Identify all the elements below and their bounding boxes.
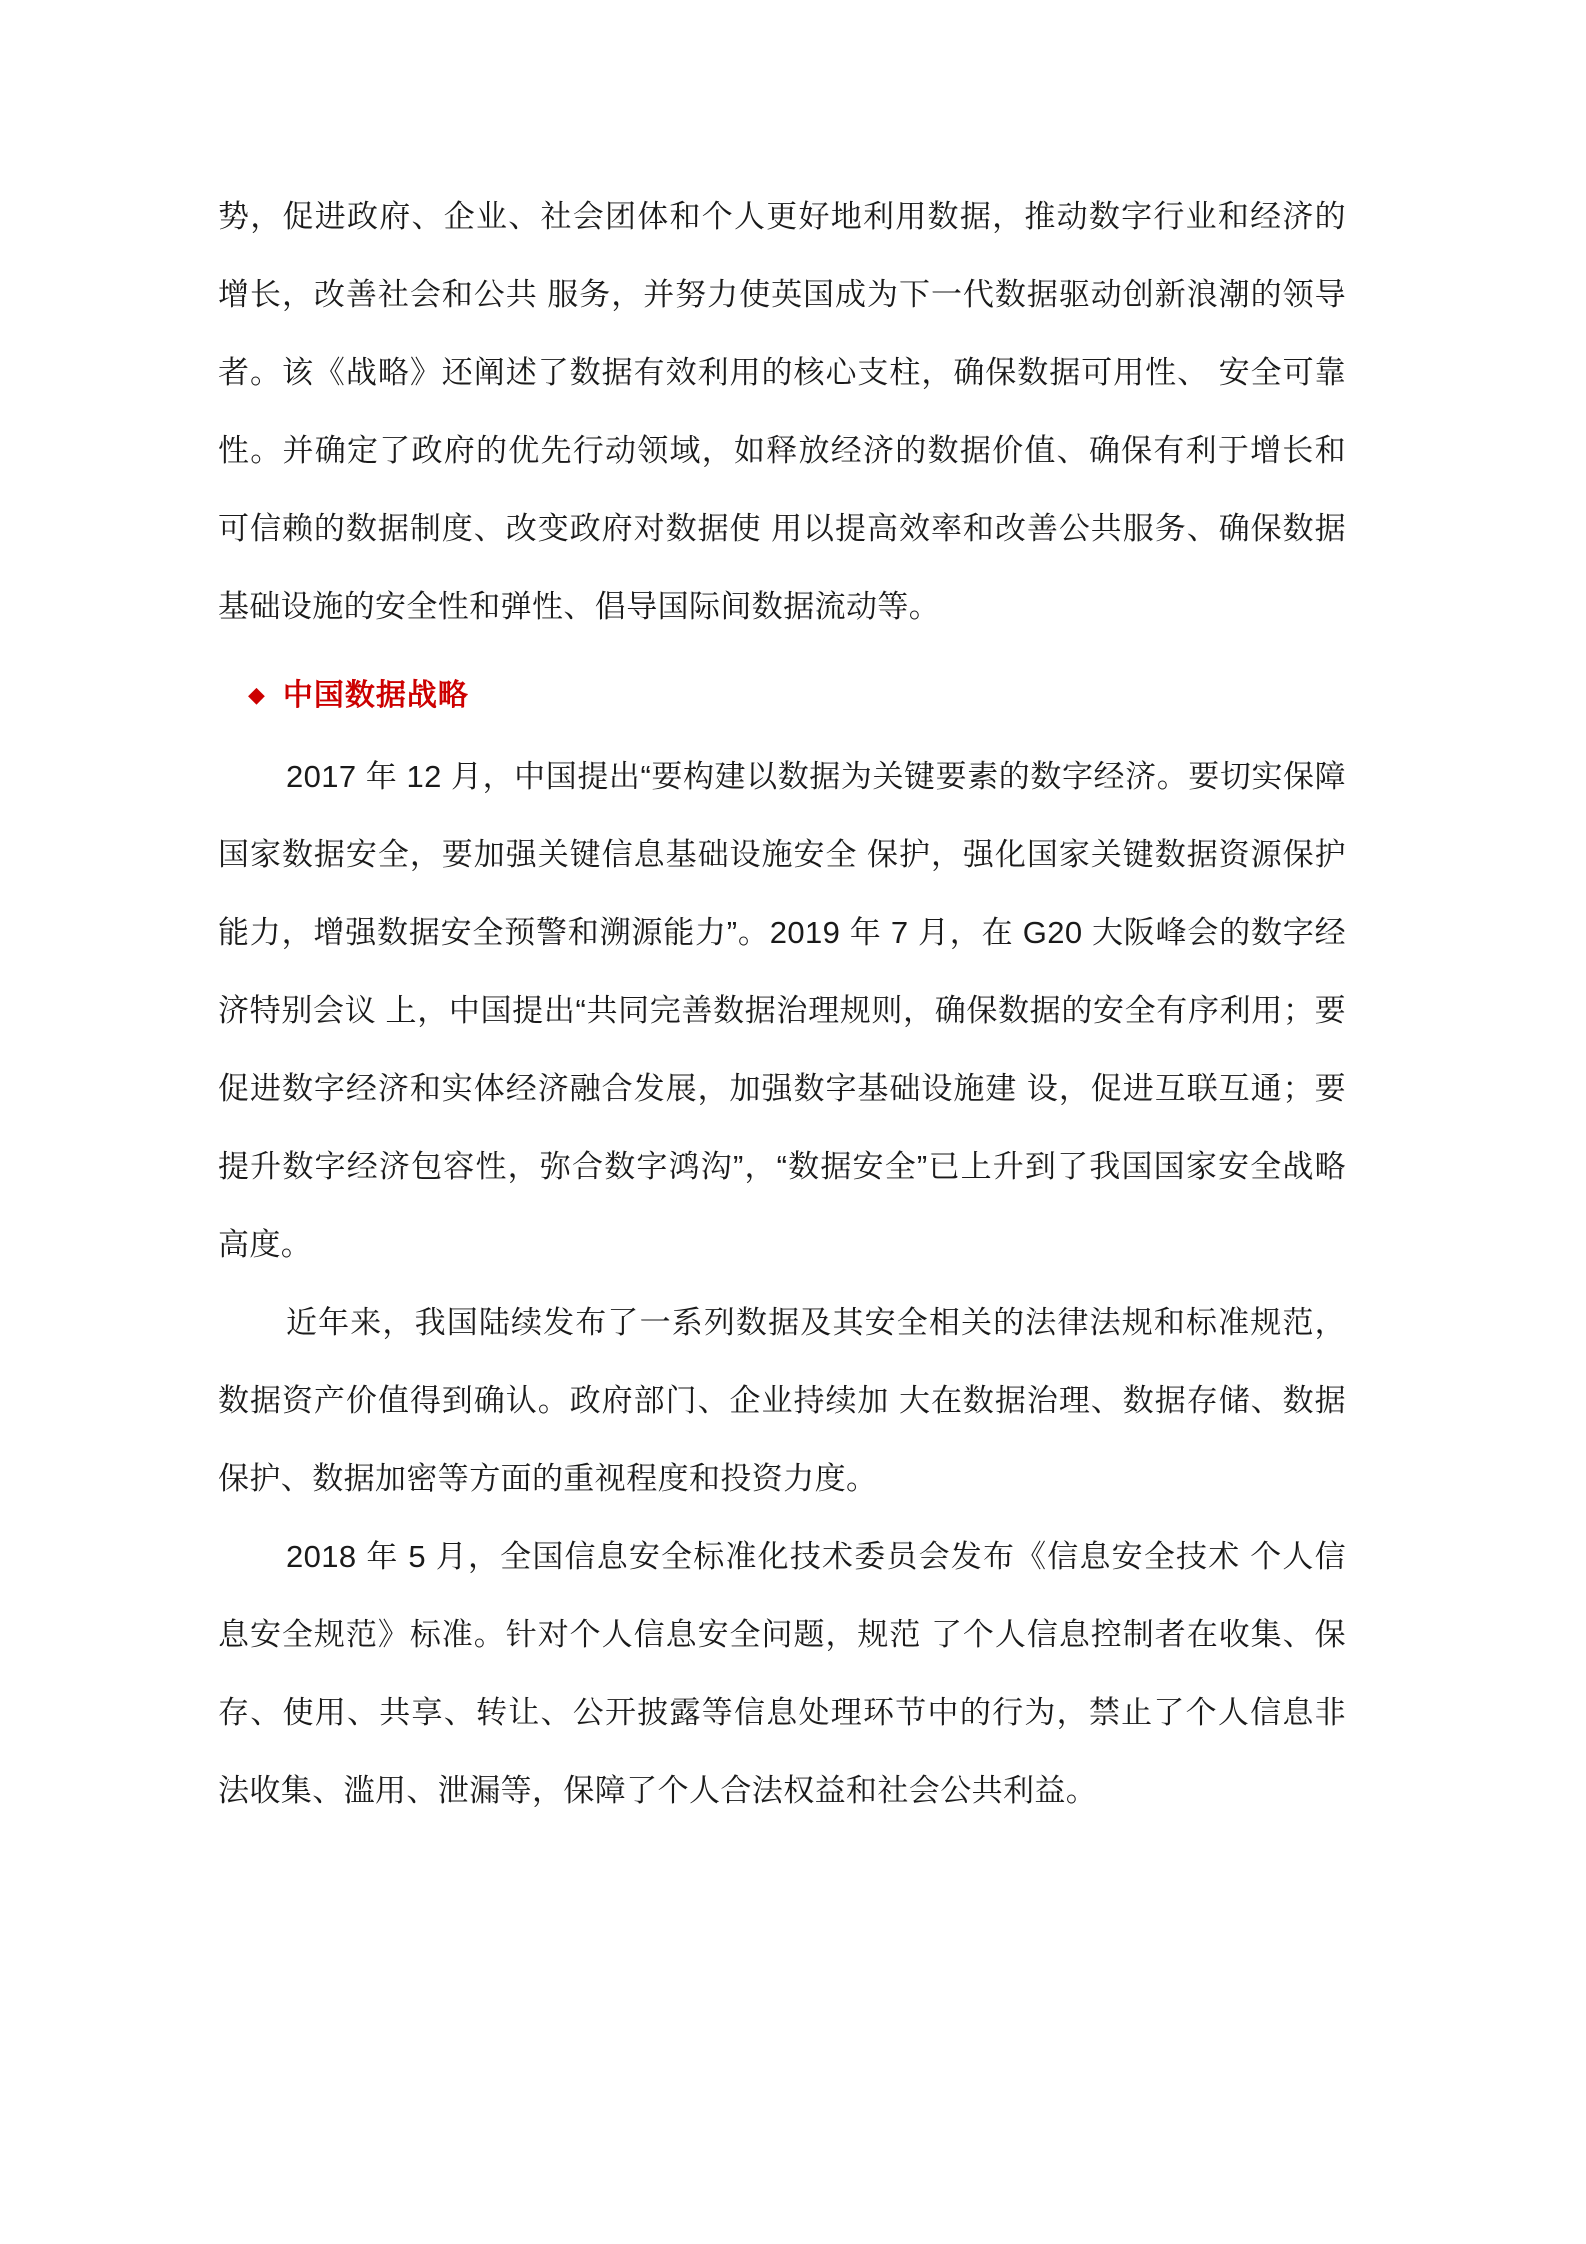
diamond-bullet-icon: ◆ bbox=[248, 682, 265, 707]
paragraph-china-2017-proposal: 2017 年 12 月，中国提出“要构建以数据为关键要素的数字经济。要切实保障国家数据安全，要加强关键信息基础设施安全 保护，强化国家关键数据资源保护能力，增强数据安全预警和溯源能力”。2019 年 7 月，在 G20 大阪峰会的数字经济特别会议 上，中国提出“共同完善数据治理规则，确保数据的安全有序利用；要促进数字经济和实体经济融合发展，加强数字基础设施建 设，促进互联互通；要提升数字经济包容性，弥合数字鸿沟”，“数据安全”已上升到了我国国家安全战略高度。 bbox=[218, 759, 1346, 1262]
document-content-area bbox=[218, 178, 1346, 1830]
paragraph-2018-personal-info-standard: 2018 年 5 月，全国信息安全标准化技术委员会发布《信息安全技术 个人信息安全规范》标准。针对个人信息安全问题，规范 了个人信息控制者在收集、保存、使用、共享、转让、公开披露等信息处理环节中的行为，禁止了个人信息非法收集、滥用、泄漏等，保障了个人合法权益和社会公共利益。 bbox=[218, 1539, 1346, 1808]
heading-china-data-strategy bbox=[218, 660, 1346, 732]
heading-china-data-strategy-label: 中国数据战略 bbox=[282, 679, 469, 712]
paragraph-uk-strategy-continuation: 势，促进政府、企业、社会团体和个人更好地利用数据，推动数字行业和经济的增长，改善社会和公共 服务，并努力使英国成为下一代数据驱动创新浪潮的领导者。该《战略》还阐述了数据有效利用的核心支柱，确保数据可用性、 安全可靠性。并确定了政府的优先行动领域，如释放经济的数据价值、确保有利于增长和可信赖的数据制度、改变政府对数据使 用以提高效率和改善公共服务、确保数据基础设施的安全性和弹性、倡导国际间数据流动等。 bbox=[218, 199, 1346, 624]
paragraph-recent-years-laws: 近年来，我国陆续发布了一系列数据及其安全相关的法律法规和标准规范，数据资产价值得到确认。政府部门、企业持续加 大在数据治理、数据存储、数据保护、数据加密等方面的重视程度和投资力度。 bbox=[218, 1305, 1346, 1496]
